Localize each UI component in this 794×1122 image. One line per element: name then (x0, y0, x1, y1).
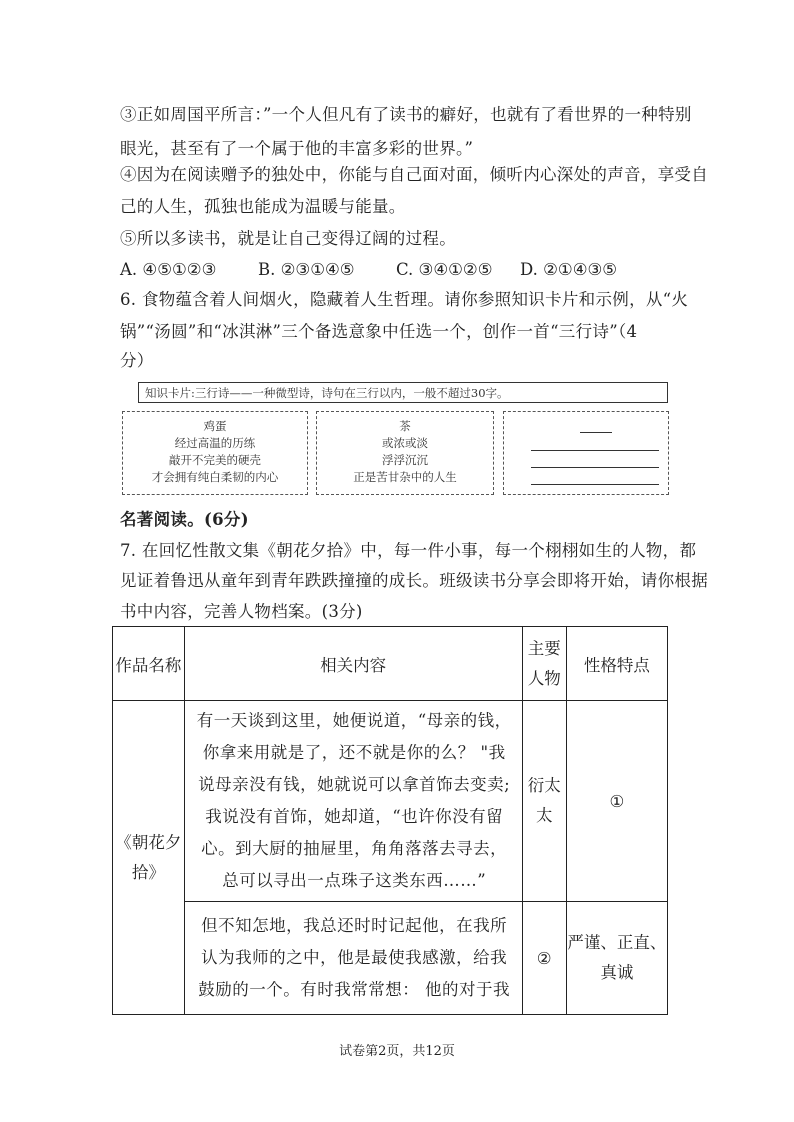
line-blank[interactable] (531, 467, 659, 468)
character-profile-table (112, 626, 668, 1015)
line-blank[interactable] (531, 450, 659, 451)
q6-line-1: 6. 食物蕴含着人间烟火，隐藏着人生哲理。请你参照知识卡片和示例，从“火 (120, 290, 689, 309)
page-footer: 试卷第2页，共12页 (339, 1044, 455, 1059)
header-content: 相关内容 (184, 627, 522, 701)
poem-line: 才会拥有纯白柔韧的内心 (151, 470, 279, 484)
option-a: A. ④⑤①②③ (120, 260, 217, 279)
passage-line-4-cont: 己的人生，孤独也能成为温暖与能量。 (120, 197, 406, 216)
table-row (113, 902, 668, 1015)
header-work: 作品名称 (113, 627, 185, 701)
section-title: 名著阅读。(6分) (120, 510, 249, 529)
passage-line-4: ④因为在阅读赠予的独处中，你能与自己面对面，倾听内心深处的声音，享受自 (120, 165, 708, 184)
work-title-line: 拾》 (131, 862, 165, 882)
person-answer-blank[interactable]: ② (522, 902, 566, 1015)
content-line: 有一天谈到这里，她便说道，“母亲的钱， (196, 711, 512, 730)
content-line: 但不知怎地，我总还时时记起他，在我所 (201, 916, 508, 935)
person-line: 衍太 (527, 776, 561, 795)
table-header-row (113, 627, 668, 701)
poem-line: 经过高温的历练 (174, 436, 256, 450)
poem-line: 正是苦甘杂中的人生 (353, 470, 457, 484)
knowledge-card: 知识卡片:三行诗——一种微型诗，诗句在三行以内，一般不超过30字。 (138, 382, 668, 403)
q6-line-3: 分） (120, 351, 154, 370)
q6-line-2: 锅”“汤圆”和“冰淇淋”三个备选意象中任选一个，创作一首“三行诗”（4 (120, 322, 638, 341)
q7-line-2: 见证着鲁迅从童年到青年跌跌撞撞的成长。班级读书分享会即将开始，请你根据 (120, 571, 708, 590)
poem-line: 鸡蛋 (203, 419, 227, 433)
content-line: 我说没有首饰，她却道，“也许你没有留 (205, 807, 504, 826)
header-person (522, 627, 566, 701)
q7-line-3: 书中内容，完善人物档案。(3分) (120, 602, 363, 621)
option-d: D. ②①④③⑤ (520, 260, 618, 279)
person-line: 太 (535, 806, 553, 825)
content-line: 总可以寻出一点珠子这类东西……” (222, 871, 487, 890)
line-blank[interactable] (531, 484, 659, 485)
passage-line-3-cont: 眼光，甚至有了一个属于他的丰富多彩的世界。” (120, 139, 474, 158)
trait-cell (566, 902, 667, 1015)
passage-line-3: ③正如周国平所言：”一个人但凡有了读书的癖好，也就有了看世界的一种特别 (120, 105, 692, 124)
poem-line: 浮浮沉沉 (382, 453, 428, 467)
example-poem-tea (316, 411, 494, 495)
poem-line: 茶 (399, 419, 411, 433)
table-row (113, 701, 668, 902)
trait-line: 真诚 (600, 963, 634, 982)
work-title-cell (113, 701, 185, 1015)
passage-line-5: ⑤所以多读书，就是让自己变得辽阔的过程。 (120, 229, 456, 248)
header-person-line: 主要 (527, 638, 561, 658)
poem-line: 敲开不完美的硬壳 (169, 453, 261, 467)
header-trait: 性格特点 (566, 627, 667, 701)
content-line: 你拿来用就是了，还不就是你的么？ "我 (202, 743, 506, 762)
work-title-line: 《朝花夕 (115, 832, 182, 852)
content-cell (184, 902, 522, 1015)
title-blank[interactable] (580, 432, 612, 433)
content-cell (184, 701, 522, 902)
example-poem-egg (122, 411, 308, 495)
option-c: C. ③④①②⑤ (396, 260, 493, 279)
content-line: 认为我师的之中，他是最使我感激，给我 (201, 948, 508, 967)
q7-line-1: 7. 在回忆性散文集《朝花夕拾》中，每一件小事，每一个栩栩如生的人物，都 (120, 541, 697, 560)
person-cell (522, 701, 566, 902)
trait-line: 严谨、正直、 (567, 933, 667, 952)
answer-poem-box[interactable] (503, 411, 669, 495)
poem-line: 或浓或淡 (382, 436, 428, 450)
content-line: 鼓励的一个。有时我常常想： 他的对于我 (198, 980, 511, 999)
option-b: B. ②③①④⑤ (258, 260, 355, 279)
header-person-line: 人物 (527, 668, 561, 688)
content-line: 说母亲没有钱，她就说可以拿首饰去变卖; (198, 775, 511, 794)
trait-answer-blank[interactable]: ① (566, 701, 667, 902)
content-line: 心。到大厨的抽屉里，角角落落去寻去， (201, 839, 508, 858)
